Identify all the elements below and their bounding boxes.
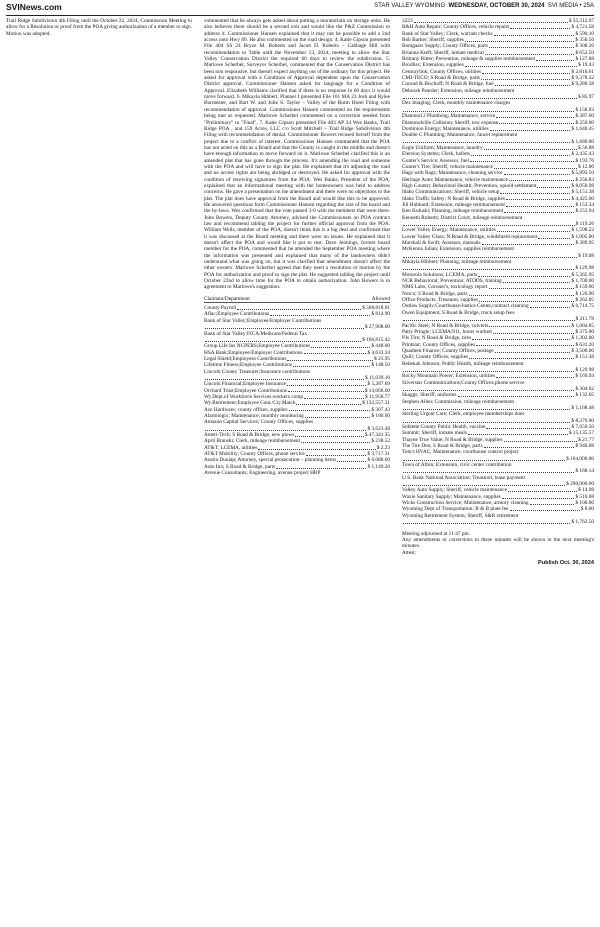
- allowed-amount: $ 250.00: [575, 119, 594, 126]
- dot-leader: [403, 422, 570, 423]
- claimant-name: Aflac;Employee Contributions: [204, 311, 270, 318]
- dot-leader: [287, 385, 366, 386]
- dot-leader: [403, 409, 570, 410]
- allowed-amount: $ 129.98: [575, 265, 594, 272]
- allowed-amount: $ 4,721.58: [571, 24, 594, 31]
- dot-leader: [509, 180, 574, 181]
- allowed-amount: $ 308.26: [575, 43, 594, 50]
- claimant-name: Brodliss; Extension, supplies: [402, 62, 464, 69]
- allowed-amount: $ 12.00: [578, 163, 594, 170]
- claimant-name: Brianna Kreft; Sheriff, inmate medical: [402, 49, 484, 56]
- allowed-amount: $ 1,680.00: [571, 138, 594, 145]
- claimant-name: Dominion Energy; Maintenance, utilities: [402, 125, 489, 132]
- allowed-amount: $ 1,700.00: [571, 278, 594, 285]
- claimant-name: Hags with Rags; Maintenance, cleaning service: [402, 170, 503, 177]
- allowed-amount: $ 132,557.31: [362, 400, 390, 407]
- allowed-amount: $ 2,816.61: [571, 68, 594, 75]
- claimant-name: AT&T Mobility; County Offices, phone service: [204, 451, 305, 458]
- claims-header-right: Allowed: [371, 295, 390, 302]
- dot-leader: [497, 231, 571, 232]
- dot-leader: [484, 447, 575, 448]
- claimant-name: Lower Valley Glass; N Road & Bridge, windshield replacement: [402, 233, 538, 240]
- allowed-amount: $ 85.97: [578, 94, 594, 101]
- dot-leader: [403, 485, 565, 486]
- column-3: [402, 18, 594, 923]
- dot-leader: [537, 187, 570, 188]
- claimant-name: Austin Dunlap; Attorney, special prosecution – planning items: [204, 457, 337, 464]
- allowed-amount: $ 104,000.00: [566, 455, 594, 462]
- dot-leader: [489, 47, 574, 48]
- dot-leader: [458, 396, 575, 397]
- allowed-amount: $ 568,818.61: [362, 305, 390, 312]
- allowed-amount: $ 126.90: [575, 290, 594, 297]
- allowed-amount: $ 350.56: [575, 37, 594, 44]
- claimant-name: Diamondville Collision; Sheriff, tow expense: [402, 119, 499, 126]
- masthead-info: [374, 3, 594, 9]
- claims-header-left: Claimant/Department: [204, 295, 250, 302]
- claimant-name: April Branski; Clerk, mileage reimbursement: [204, 438, 301, 445]
- allowed-amount: $ 2.23: [376, 444, 390, 451]
- allowed-amount: $ 516.68: [575, 493, 594, 500]
- dot-leader: [536, 60, 574, 61]
- dot-leader: [289, 410, 371, 411]
- dot-leader: [485, 54, 575, 55]
- allowed-amount: $ 590.10: [575, 30, 594, 37]
- dot-leader: [403, 98, 577, 99]
- column-2: [204, 18, 390, 923]
- claimant-name: Double C Plumbing; Maintenance, faucet replacement: [402, 132, 518, 139]
- allowed-amount: $ 119.26: [575, 221, 594, 227]
- allowed-amount: $ 4,633.34: [367, 349, 390, 356]
- dot-leader: [484, 149, 578, 150]
- dot-leader: [490, 130, 571, 131]
- dot-leader: [403, 111, 574, 112]
- dot-leader: [403, 269, 574, 270]
- closing-block: [402, 531, 594, 556]
- allowed-amount: $ 153.34: [575, 201, 594, 208]
- allowed-amount: $ 166,815.42: [362, 336, 390, 343]
- dot-leader: [276, 468, 366, 469]
- dot-leader: [288, 391, 364, 392]
- dot-leader: [403, 320, 575, 321]
- allowed-amount: $ 6,080.00: [367, 457, 390, 464]
- allowed-amount: $ 1,005.00: [571, 233, 594, 240]
- publish-note: Publish Oct. 30, 2024: [538, 559, 594, 566]
- claimant-name: Motorola Solutions; LCEMA, parts: [402, 271, 478, 278]
- dot-leader: [504, 212, 574, 213]
- dot-leader: [495, 352, 571, 353]
- allowed-amount: $ 168.14: [575, 468, 594, 475]
- claimant-name: Diamond 2 Plumbing; Maintenance, service: [402, 113, 496, 120]
- dot-leader: [482, 244, 575, 245]
- claimant-name: Bank of Star Valley;FICA/Medicare/Federal Tax: [204, 330, 307, 337]
- dot-leader: [496, 117, 574, 118]
- dot-leader: [403, 523, 570, 524]
- claimant-name: Bob Barker; Sheriff, supplies: [402, 37, 464, 44]
- allowed-amount: $ 8.00: [580, 506, 594, 513]
- claimant-name: AT&T; LCEMA, utilities: [204, 444, 258, 451]
- dot-leader: [478, 276, 570, 277]
- allowed-amount: $ 11,958.77: [365, 393, 390, 400]
- claimant-name: Marshall & Swift; Assessor, manuals: [402, 240, 481, 247]
- claimant-name: Bomgaars Supply; County Offices, parts: [402, 43, 488, 50]
- dot-leader: [489, 288, 575, 289]
- claimant-name: Tom's HVAC; Maintenance, courthouse control project: [402, 449, 519, 456]
- claimant-name: Heritage Auto; Maintenance, vehicle maintenance: [402, 176, 509, 183]
- dot-leader: [494, 35, 575, 36]
- allowed-amount: $ 290,000.00: [566, 481, 594, 488]
- claims-list-continued: [402, 18, 594, 526]
- claimant-name: Quill; County Offices, supplies: [402, 354, 469, 361]
- dot-leader: [510, 28, 570, 29]
- dot-leader: [503, 282, 571, 283]
- dot-leader: [500, 193, 570, 194]
- claimant-name: Sublette County Public Health, vaccine: [402, 424, 486, 430]
- dot-leader: [296, 404, 361, 405]
- claimant-name: Valley Auto Supply; Sheriff, vehicle maintenance: [402, 487, 507, 494]
- allowed-amount: $ 304.62: [575, 385, 594, 392]
- dot-leader: [258, 449, 375, 450]
- allowed-amount: $ 1,004.85: [571, 322, 594, 329]
- claimant-name: Ken Kuluski; Planning, mileage reimbursement: [402, 208, 504, 215]
- dot-leader: [469, 295, 575, 296]
- claimant-name: Lifetime Fitness;Employee Contributions: [204, 362, 292, 369]
- dot-leader: [465, 41, 574, 42]
- allowed-amount: $ 1,168.48: [571, 404, 594, 411]
- dot-leader: [403, 257, 577, 258]
- dot-leader: [494, 168, 577, 169]
- dot-leader: [482, 73, 570, 74]
- masthead: [6, 3, 594, 16]
- allowed-amount: $ 5,893.50: [571, 170, 594, 177]
- allowed-amount: $ 132.65: [575, 392, 594, 399]
- allowed-amount: $ 35,312.07: [568, 18, 594, 24]
- claimant-name: Conrad & Bischoff; N Road & Bridge, fuel: [402, 81, 494, 88]
- allowed-amount: $ 21.95: [374, 355, 390, 362]
- claimant-name: Owen Equipment; S Road & Bridge, truck setup fees: [402, 309, 515, 316]
- dot-leader: [205, 328, 364, 329]
- claimant-name: Norco; S Road & Bridge, parts: [402, 290, 468, 297]
- claimant-name: County Payroll: [204, 305, 237, 312]
- allowed-amount: $ 5,151.38: [571, 189, 594, 196]
- claimant-name: Skaggs; Sheriff, uniforms: [402, 392, 457, 399]
- allowed-amount: $ 47,341.35: [364, 432, 390, 438]
- dot-leader: [306, 455, 367, 456]
- claimant-name: Thayne True Value; N Road & Bridge, supplies: [402, 436, 503, 443]
- claimant-name: Dex Imaging; Clerk, monthly maintenance charges: [402, 100, 511, 107]
- allowed-amount: $ 3,623.48: [367, 425, 390, 432]
- claimant-name: Brittany Ritter; Prevention, mileage & supplies reimbursement: [402, 56, 536, 63]
- dot-leader: [479, 301, 575, 302]
- claimant-name: Alarmlogix; Maintenance, monthly monitoring: [204, 412, 304, 419]
- allowed-amount: $ 1,598.22: [571, 227, 594, 234]
- claimant-name: Rebekah Johnson; Public Health, mileage reimbursement: [402, 360, 524, 367]
- claimant-name: Office Products; Treasurer, supplies: [402, 297, 478, 304]
- dot-leader: [403, 390, 574, 391]
- dot-leader: [304, 398, 364, 399]
- allowed-amount: $ 3,717.31: [367, 451, 390, 458]
- allowed-amount: $ 14.98: [578, 487, 594, 494]
- claimant-name: Legal Shield;Employees Contributions: [204, 355, 287, 362]
- adjourned-text: Meeting adjourned at 11:47 pm.: [402, 530, 470, 537]
- claimant-name: Pacific Steel; N Road & Bridge, culverts: [402, 322, 489, 329]
- dot-leader: [465, 66, 577, 67]
- allowed-amount: $ 814.90: [371, 311, 390, 318]
- attest-text: Attest:: [402, 549, 417, 556]
- allowed-amount: $ 1,762.50: [571, 519, 594, 526]
- claimant-name: Amazon Capital Services; County Offices, supplies: [204, 419, 314, 426]
- claimant-name: U.S. Bank National Association; Treasurer, lease payment: [402, 474, 525, 481]
- allowed-amount: $ 631.20: [575, 341, 594, 348]
- claim-row: [204, 470, 390, 476]
- claimant-name: Lincoln Financial;Employee Insurance: [204, 381, 287, 388]
- allowed-amount: $ 169.94: [575, 373, 594, 380]
- dot-leader: [237, 309, 361, 310]
- claimant-name: Wicks Construction Service; Maintenance, armory cleaning: [402, 500, 529, 507]
- allowed-amount: $ 180.00: [371, 412, 390, 419]
- allowed-amount: $ 11,039.16: [365, 374, 390, 381]
- minutes-paragraph: commented that he always gets asked about putting a moratorium on storage units. He also believes there should be a second exit and would like the P&Z Commission to address it. Commissioner Hansen explained that it may not be possible to add a 2nd access onto Hwy 89. He also commented on the road design. 4. Katie Gipson presented File 404 SS 24 Bryce M. Roberts and Jacob D. Roberts – Cabbage Hill with recommendation to Table until the November 13, 2024, meeting to allow the Star Valley Conservation District the required 60 days to review the subdivision. 5. Marlowe Scherbel, Surveyor Scherbel, commented that the Conservation District has been non responsive, but doesn't expect anything out of the ordinary for this project. He asked for approval with a Condition of Approval dependent upon the Conservation District approval. Commissioner Hansen asked for language for a Condition of Approval. Elizabeth Williams clarified that if there is no response in 60 days it would move forward. 6. Mikayla Hibbert, Planner I presented File 101 MA 23 Josh and Rylee Burmester, and Bart W. and Julie S. Taylor – Valley of the Burm Hotel Filing with recommendation of approval. Commissioner Hansen commented on the requirements being met as requested. Marlowe Scherbel commented on a correction needed from "Preliminary" to "Final". 7. Katie Gipson presented File 403 AP 24 Wes Banks, Trail Ridge POA , and 159 Acres, LLC c/o Scott Mitchell – Trail Ridge Subdivision 4th Filing with recommendation of denial. Commissioner Bowers recused herself from the project due to a conflict of interest. Commissioner Hansen commented that the POA has not acted on this as a Board and that the County is caught in the middle and doesn't have enough information to move forward on it. Marlowe Scherbel clarified this is an amended plat that has gone through the process. It's amending the road and someone with the POA and will have to sign the plat. He explained that it's adjusting the road and no access rights are being abridged or destroyed. He asked for approval with the condition of receiving signatures from the POA. Wes Banks, President of the POA, explained that an informational meeting with the homeowners was held to address concerns. He gave a presentation on the amendment and there were no objections to the plat. The plat does have approval from the Board and would like this to be approved. He answered questions form Commissioner Hansen regarding the size of the board and the by-laws. Wes confirmed that the vote passed 3-0 with the members that were there. John Bowers, Deputy County Attorney, advised the Commissioners on POA contract law and recommend tabling the project for further official approval from the POA. William Wells, member of the POA, doesn't think this is a big deal and confirmed that it was discussed at the Board meeting and there were no issues. He explained that it doesn't affect the POA and would like it put to rest. Dave Jennings, former board member for the POA, commented that he attended the September POA meeting where the information was presented and explained that many of the landowners didn't understand what was going on, but it was clarified that amendment doesn't affect the other owners. Marlowe Scherbel agreed that they need a resolution or motion by the POA for authorization and proof to sign the plat. He suggested tabling the project until October 22nd to allow time for the POA to obtain authorization. John Bowers is in agreement to Marlowe's suggestion.: [204, 18, 390, 291]
- allowed-amount: $ 5,287.69: [367, 381, 390, 388]
- dot-leader: [489, 326, 570, 327]
- allowed-amount: $ 129.98: [575, 366, 594, 373]
- claimant-name: NMS Labs; Coroner's, toxicology report: [402, 284, 488, 291]
- allowed-amount: $ 2,435.43: [571, 151, 594, 158]
- dot-leader: [530, 307, 571, 308]
- dot-leader: [502, 498, 575, 499]
- claimant-name: Jill Hubbard; Extension, mileage reimbursement: [402, 201, 505, 208]
- claimant-name: Eagle Uniform; Maintenance, laundry: [402, 144, 483, 151]
- dot-leader: [414, 22, 568, 23]
- claimant-name: Ace Hardware; county offices, supplies: [204, 406, 288, 413]
- allowed-amount: $ 5,365.95: [571, 271, 594, 278]
- allowed-amount: $ 8,050.98: [571, 182, 594, 189]
- claims-list: [204, 305, 390, 476]
- dot-leader: [403, 472, 574, 473]
- allowed-amount: $ 448.00: [371, 343, 390, 350]
- claimant-name: Kenneth Roberts; District Court, mileage reimbursement: [402, 214, 523, 221]
- claimant-name: High Country Behavioral Health; Prevention, opioid settlement: [402, 182, 537, 189]
- dot-leader: [493, 333, 575, 334]
- claimant-name: Mikayla Hibbert; Planning, mileage reimbursement: [402, 259, 512, 266]
- dot-leader: [504, 174, 571, 175]
- allowed-amount: $ 9,378.32: [571, 75, 594, 82]
- section-page: SVI MEDIA • 25A: [547, 3, 594, 9]
- dot-leader: [470, 161, 575, 162]
- allowed-amount: $ 7,050.50: [571, 424, 594, 430]
- dot-leader: [471, 155, 571, 156]
- dot-leader: [403, 460, 565, 461]
- dot-leader: [486, 428, 570, 429]
- allowed-amount: $ 6,714.75: [571, 303, 594, 310]
- allowed-amount: $ 27,908.00: [364, 324, 390, 331]
- claimant-name: Lincoln County Treasurer;Insurance contributions: [204, 368, 311, 375]
- allowed-amount: $ 21.77: [578, 436, 594, 443]
- allowed-amount: $ 15,135.57: [568, 430, 594, 437]
- claimant-name: Printstar; County Offices, supplies: [402, 341, 476, 348]
- claimant-name: Rocky Mountain Power; Extension, utilities: [402, 373, 496, 380]
- claimant-name: Waxie Sanitary Supply; Maintenance, supplies: [402, 493, 501, 500]
- allowed-amount: $ 4,425.00: [571, 195, 594, 202]
- allowed-amount: $ 1,640.45: [571, 125, 594, 132]
- allowed-amount: $ 8,370.00: [571, 417, 594, 424]
- claimant-name: Gunter's Service; Assessor, fuel: [402, 157, 469, 164]
- claimant-name: Silverstar Communications;County Offices,phone service: [402, 379, 525, 386]
- allowed-amount: $ 256.83: [575, 176, 594, 183]
- dot-leader: [538, 238, 570, 239]
- allowed-amount: $ 946.08: [575, 443, 594, 450]
- claimant-name: Stephen Allen; Commission, mileage reimbursement: [402, 398, 514, 405]
- claimant-name: Town of Afton; Extension, civic center contribution: [402, 462, 512, 469]
- dot-leader: [205, 341, 361, 342]
- allowed-amount: $ 158.83: [575, 106, 594, 113]
- claimant-name: NCR Behavioral; Prevention; ATODS, training: [402, 278, 502, 285]
- allowed-amount: $ 100.00: [575, 500, 594, 507]
- dot-leader: [481, 79, 571, 80]
- dot-leader: [205, 430, 366, 431]
- allowed-amount: $ 3,500.00: [571, 347, 594, 354]
- dot-leader: [270, 315, 370, 316]
- claimant-name: Avenue Consultants; Engineering, avenue project HRP: [204, 470, 321, 477]
- claimant-name: Bank of Star Valley; Clerk, warrant checks: [402, 30, 493, 37]
- claimant-name: Ameri-Tech; S Road & Bridge, new plows: [204, 432, 295, 438]
- claimant-name: Wyoming Retirement System; Sheriff, S&R retirement: [402, 512, 519, 519]
- claimant-name: Idaho Traffic Safety; N Road & Bridge, supplies: [402, 195, 505, 202]
- claimant-name: 3223: [402, 18, 413, 24]
- dot-leader: [504, 441, 578, 442]
- dot-leader: [311, 347, 370, 348]
- claimant-name: Gunter's Tire; Sheriff, vehicle maintenance: [402, 163, 494, 170]
- allowed-amount: $ 159.00: [575, 284, 594, 291]
- claims-header: [204, 296, 390, 303]
- minutes-paragraph: Trail Ridge Subdivision 4th Filing until the October 22, 2024, Commission Meeting to allow for a Resolution or proof from the POA giving authorization of a member to sign. Motion was adopted.: [6, 18, 192, 37]
- claimant-name: Orchard Trust;Employee Contributions: [204, 387, 287, 394]
- dot-leader: [304, 353, 367, 354]
- allowed-amount: $ 148.50: [371, 362, 390, 369]
- claimant-name: Wy.Retirement;Employee Cont./Cty.Match: [204, 400, 296, 407]
- dot-leader: [305, 417, 371, 418]
- dot-leader: [301, 442, 370, 443]
- dot-leader: [403, 225, 575, 226]
- allowed-amount: $ 19.08: [578, 252, 594, 259]
- dot-leader: [506, 199, 571, 200]
- dot-leader: [508, 491, 577, 492]
- claimant-name: Deborah Pearder; Extension, mileage reimbursement: [402, 87, 515, 94]
- dot-leader: [496, 377, 574, 378]
- allowed-amount: $ 238.52: [371, 438, 390, 445]
- allowed-amount: $ 262.05: [575, 297, 594, 304]
- claimant-name: Summit; Sheriff, inmate meals: [402, 430, 467, 437]
- claimant-name: Centurylink; County Offices, utilities: [402, 68, 482, 75]
- allowed-amount: $ 375.00: [575, 328, 594, 335]
- allowed-amount: $ 1,302.00: [571, 335, 594, 342]
- allowed-amount: $ 127.88: [575, 56, 594, 63]
- claimant-name: HSA Bank;Employee/Employer Contributions: [204, 349, 303, 356]
- allowed-amount: $ 652.50: [575, 49, 594, 56]
- claimant-name: Patty Pringle; LCEMA/911, hours worked: [402, 328, 492, 335]
- claimant-name: Bank of Star Valley;Employee/Employer Contributions: [204, 317, 322, 324]
- dot-leader: [476, 345, 574, 346]
- claimant-name: Quadient Finance; County Offices, postage: [402, 347, 494, 354]
- allowed-amount: $ 387.00: [575, 113, 594, 120]
- paper-name: STAR VALLEY WYOMING: [374, 3, 446, 9]
- dot-leader: [468, 434, 568, 435]
- dot-leader: [293, 366, 370, 367]
- dot-leader: [337, 461, 366, 462]
- dot-leader: [510, 510, 580, 511]
- allowed-amount: $ 253.94: [575, 208, 594, 215]
- dot-leader: [295, 436, 363, 437]
- dot-leader: [499, 123, 574, 124]
- dot-leader: [530, 504, 575, 505]
- claimant-name: Idaho Communications; Sheriff, vehicle setup: [402, 189, 500, 196]
- amendments-text: Any amendments or corrections to these minutes will be shown in the next meeting's minutes.: [402, 536, 594, 550]
- dot-leader: [403, 142, 570, 143]
- claimant-name: McKenna Julian; Extension, supplies reimbursement: [402, 246, 514, 253]
- claimant-name: Sterling Urgent Care; Clerk, employee memberships dues: [402, 411, 525, 418]
- issue-date: WEDNESDAY, OCTOBER 30, 2024: [448, 3, 545, 9]
- allowed-amount: $ 211.78: [575, 316, 594, 323]
- column-1: [6, 18, 192, 923]
- claimant-name: Outlaw Supply;Courthouse/Justice Center,contract cleaning: [402, 303, 529, 310]
- claimant-name: B&H Auto Repair; County Offices, vehicle repairs: [402, 24, 510, 31]
- claimant-name: Lower Valley Energy; Maintenance, utilities: [402, 227, 496, 234]
- claimant-name: Group Life Ins NCPERS;Employee Contributions: [204, 343, 311, 350]
- dot-leader: [472, 339, 570, 340]
- allowed-amount: $ 19.43: [578, 62, 594, 69]
- allowed-amount: $ 389.95: [575, 240, 594, 247]
- allowed-amount: $ 13,066.00: [364, 387, 390, 394]
- dot-leader: [205, 379, 364, 380]
- dot-leader: [403, 371, 574, 372]
- claimant-name: CMI-TECO; S Road & Bridge, parts: [402, 75, 480, 82]
- claim-row: [402, 519, 594, 525]
- site-name: SVINews.com: [6, 2, 62, 12]
- dot-leader: [469, 358, 574, 359]
- allowed-amount: $ 151.38: [575, 354, 594, 361]
- allowed-amount: $ 9,280.58: [571, 81, 594, 88]
- allowed-amount: $ 1,149.20: [367, 463, 390, 470]
- claimant-name: Auto Inn; S Road & Bridge, parts: [204, 463, 276, 470]
- claimant-name: Election Systems; Clerk, ballots: [402, 151, 470, 158]
- claimant-name: PJs Tire; N Road & Bridge, tires: [402, 335, 472, 342]
- claimant-name: The Tire Den; S Road & Bridge, parts: [402, 443, 483, 450]
- allowed-amount: $ 193.76: [575, 157, 594, 164]
- dot-leader: [506, 206, 575, 207]
- claimant-name: Wyoming Dept of Transportation; R & B plate fee: [402, 506, 509, 513]
- dot-leader: [287, 360, 373, 361]
- dot-leader: [495, 85, 571, 86]
- allowed-amount: $ 307.43: [371, 406, 390, 413]
- claimant-name: Wy.Dept.of Workforce Services;workers comp: [204, 393, 303, 400]
- allowed-amount: $ 56.88: [578, 144, 594, 151]
